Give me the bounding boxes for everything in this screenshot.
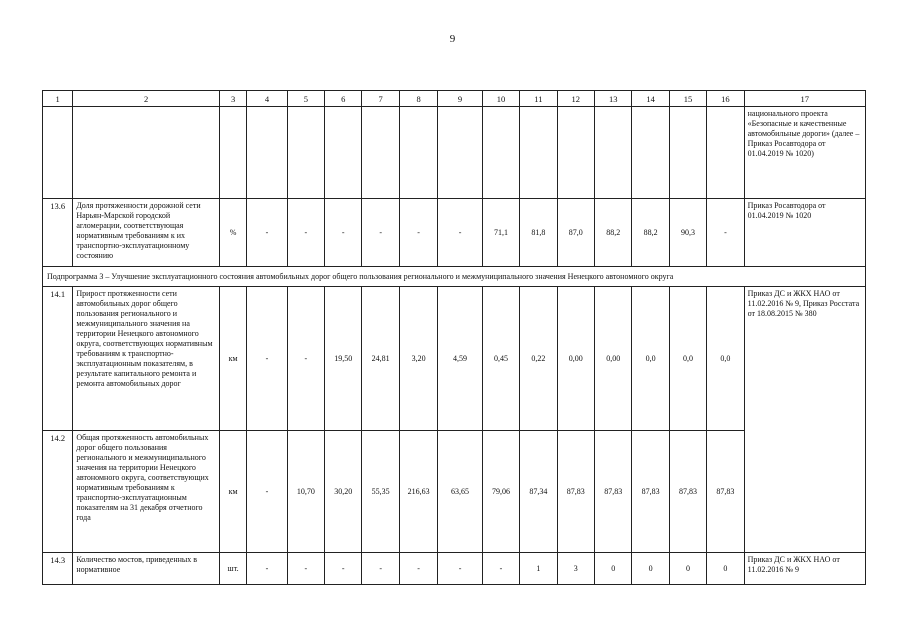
value-cell: 0,0: [632, 287, 669, 431]
page-number: 9: [449, 33, 456, 45]
unit-cell: км: [219, 287, 246, 431]
source-note: Приказ ДС и ЖКХ НАО от 11.02.2016 № 9, Приказ Росстата от 18.08.2015 № 380: [744, 287, 865, 553]
value-cell: 87,0: [557, 199, 594, 267]
value-cell: 88,2: [594, 199, 631, 267]
value-cell: 10,70: [287, 431, 324, 553]
value-cell: 0: [594, 553, 631, 585]
row-number: 13.6: [43, 199, 73, 267]
header-cell: 17: [744, 91, 865, 107]
indicator-name: Доля протяженности дорожной сети Нарьян-Марской городской агломерации, соответствующая нормативным требованиям к их транспортно-эксплуатационному состоянию: [73, 199, 220, 267]
value-cell: 4,59: [438, 287, 482, 431]
header-cell: 11: [520, 91, 557, 107]
value-cell: 79,06: [482, 431, 519, 553]
table-row-14-2: [43, 431, 866, 553]
value-cell: 55,35: [362, 431, 399, 553]
row-number: 14.1: [43, 287, 73, 431]
value-cell: 0,0: [707, 287, 744, 431]
header-cell: 10: [482, 91, 519, 107]
header-cell: 6: [325, 91, 362, 107]
value-cell: 90,3: [669, 199, 706, 267]
value-cell: 0: [669, 553, 706, 585]
header-cell: 3: [219, 91, 246, 107]
value-cell: -: [247, 431, 287, 553]
indicator-name: Прирост протяженности сети автомобильных дорог общего пользования регионального и межмуниципального значения на территории Ненецкого автономного округа, соответствующих нормативным требованиям к транспортно-эксплуатационным показателям, в результате капитального ремонта и ремонта автомобильных дорог: [73, 287, 220, 431]
header-cell: 12: [557, 91, 594, 107]
header-cell: 5: [287, 91, 324, 107]
value-cell: -: [362, 553, 399, 585]
value-cell: 1: [520, 553, 557, 585]
value-cell: 87,83: [594, 431, 631, 553]
header-cell: 4: [247, 91, 287, 107]
value-cell: -: [247, 199, 287, 267]
table-row-14-1: [43, 287, 866, 431]
value-cell: 87,83: [557, 431, 594, 553]
header-cell: 14: [632, 91, 669, 107]
source-note: Приказ Росавтодора от 01.04.2019 № 1020: [744, 199, 865, 267]
subprogram-row: [43, 267, 866, 287]
value-cell: 0: [632, 553, 669, 585]
table-row-13-6: [43, 199, 866, 267]
value-cell: 0,00: [594, 287, 631, 431]
header-cell: 16: [707, 91, 744, 107]
indicator-name: Общая протяженность автомобильных дорог общего пользования регионального и межмуниципального значения на территории Ненецкого автономного округа, соответствующих нормативным требованиям к транспортно-эксплуатационным показателям на 31 декабря отчетного года: [73, 431, 220, 553]
value-cell: 19,50: [325, 287, 362, 431]
value-cell: 88,2: [632, 199, 669, 267]
header-cell: 7: [362, 91, 399, 107]
subprogram-title: Подпрограмма 3 – Улучшение эксплуатационного состояния автомобильных дорог общего пользования регионального и межмуниципального значения Ненецкого автономного округа: [43, 267, 866, 287]
value-cell: 0: [707, 553, 744, 585]
header-cell: 2: [73, 91, 220, 107]
value-cell: -: [325, 553, 362, 585]
value-cell: 71,1: [482, 199, 519, 267]
source-note: Приказ ДС и ЖКХ НАО от 11.02.2016 № 9: [744, 553, 865, 585]
value-cell: -: [247, 553, 287, 585]
unit-cell: км: [219, 431, 246, 553]
header-cell: 15: [669, 91, 706, 107]
value-cell: -: [247, 287, 287, 431]
value-cell: -: [287, 287, 324, 431]
value-cell: -: [325, 199, 362, 267]
value-cell: 87,83: [632, 431, 669, 553]
value-cell: -: [482, 553, 519, 585]
header-cell: 1: [43, 91, 73, 107]
header-cell: 9: [438, 91, 482, 107]
value-cell: -: [287, 199, 324, 267]
source-note: национального проекта «Безопасные и качественные автомобильные дороги» (далее – Приказ Росавтодора от 01.04.2019 № 1020): [744, 107, 865, 199]
indicator-name: Количество мостов, приведенных в нормативное: [73, 553, 220, 585]
row-number: 14.2: [43, 431, 73, 553]
header-cell: 8: [399, 91, 437, 107]
table-row-continuation: [43, 107, 866, 199]
value-cell: 30,20: [325, 431, 362, 553]
value-cell: -: [362, 199, 399, 267]
header-cell: 13: [594, 91, 631, 107]
indicators-table: [42, 90, 866, 585]
value-cell: 81,8: [520, 199, 557, 267]
value-cell: 3,20: [399, 287, 437, 431]
value-cell: 24,81: [362, 287, 399, 431]
value-cell: 3: [557, 553, 594, 585]
value-cell: 63,65: [438, 431, 482, 553]
value-cell: 0,0: [669, 287, 706, 431]
unit-cell: %: [219, 199, 246, 267]
row-number: 14.3: [43, 553, 73, 585]
value-cell: 87,34: [520, 431, 557, 553]
value-cell: 0,45: [482, 287, 519, 431]
header-row: [43, 91, 866, 107]
value-cell: -: [399, 553, 437, 585]
value-cell: -: [438, 199, 482, 267]
unit-cell: шт.: [219, 553, 246, 585]
value-cell: 0,00: [557, 287, 594, 431]
value-cell: -: [287, 553, 324, 585]
value-cell: -: [438, 553, 482, 585]
value-cell: 216,63: [399, 431, 437, 553]
value-cell: 87,83: [707, 431, 744, 553]
value-cell: 0,22: [520, 287, 557, 431]
value-cell: 87,83: [669, 431, 706, 553]
table-row-14-3: [43, 553, 866, 585]
value-cell: -: [707, 199, 744, 267]
value-cell: -: [399, 199, 437, 267]
